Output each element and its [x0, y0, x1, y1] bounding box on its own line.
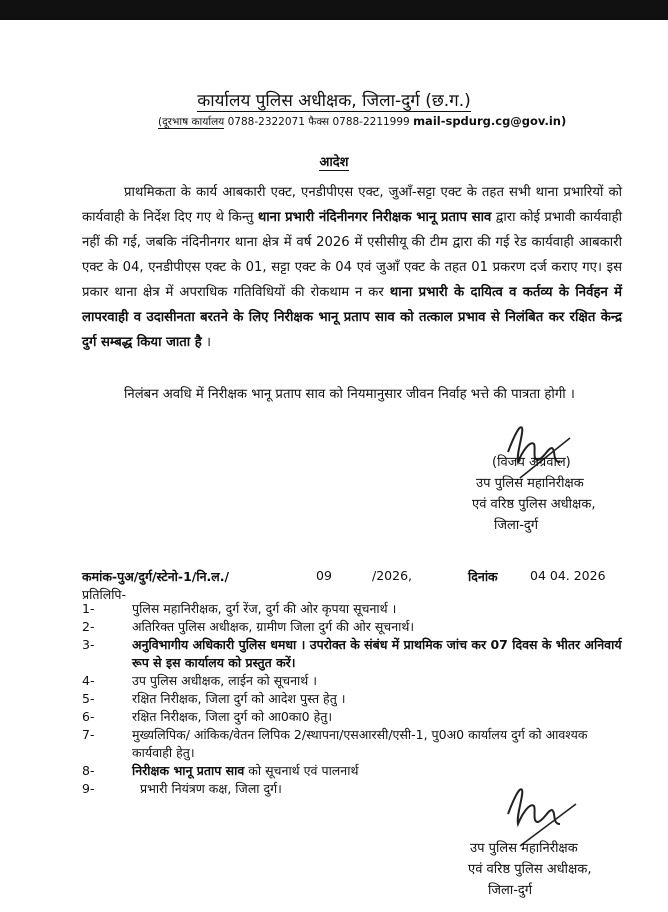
- office-title: कार्यालय पुलिस अधीक्षक, जिला-दुर्ग (छ.ग.): [197, 91, 471, 111]
- signatory-designation: उप पुलिस महानिरीक्षक: [476, 476, 584, 491]
- top-dark-strip: [0, 0, 668, 20]
- fax-number: 0788-2211999: [332, 116, 410, 128]
- signature-block-2: [470, 838, 640, 901]
- reference-number-label: कमांक-पुअ/दुर्ग/स्टेनो-1/नि.ल./: [82, 569, 230, 584]
- reference-year: /2026,: [372, 568, 412, 583]
- order-title: आदेश: [319, 155, 349, 170]
- signatory-district: जिला-दुर्ग: [488, 883, 533, 898]
- signatory-designation-2: एवं वरिष्ठ पुलिस अधीक्षक,: [472, 497, 596, 512]
- document-page: कार्यालय पुलिस अधीक्षक, जिला-दुर्ग (छ.ग.) (दूरभाष कार्यालय 0788-2322071 फैक्स 0788-2211999 mail-spdurg.cg@gov.in) आदेश प्राथमिकता के कार्य आबकारी एक्ट, एनडीपीएस एक्ट, जुआँ-सट्टा एक्ट के तहत सभी थाना प्रभारियों को कार्यवाही के निर्देश दिए गए थे किन्तु थाना प्रभारी नंदिनीनगर निरीक्षक भानू प्रताप साव द्वारा कोई प्रभावी कार्यवाही नहीं की गई, जबकि नंदिनीनगर थाना क्षेत्र में वर्ष 2026 में एसीसीयू की टीम द्वारा की गई रेड कार्यवाही आबकारी एक्ट के 04, एनडीपीएस एक्ट के 01, सट्टा एक्ट के 04 एवं जुआँ एक्ट के तहत 01 प्रकरण दर्ज कराए गए। इस प्रकार थाना क्षेत्र में अपराधिक गतिविधियों की रोकथाम न कर थाना प्रभारी के दायित्व व कर्तव्य के निर्वहन में लापरवाही व उदासीनता बरतने के लिए निरीक्षक भानू प्रताप साव को तत्काल प्रभाव से निलंबित कर रक्षित केन्द्र दुर्ग सम्बद्ध किया जाता है । निलंबन अवधि में निरीक्षक भानू प्रताप साव को नियमानुसार जीवन निर्वाह भत्ते की पात्रता होगी । (विजय अग्रवाल) उप पुलिस महानिरीक्षक एवं वरिष्ठ पुलिस अधीक्षक, जिला-दुर्ग कमांक-पुअ/दुर्ग/स्टेनो-1/नि.ल./ 09 /2026, दिनांक 04 04. 2026 प्रतिलिपि- 1- पुलिस महानिरीक्षक, दुर्ग रेंज, दुर्ग की ओर कृपया सूचनार्थ । 2- अतिरिक्त पुलिस अधीक्षक, ग्रामीण जिला दुर्ग की ओर सूचनार्थ। 3- अनुविभागीय अधिकारी पुलिस धमधा । उपरोक्त के संबंध में प्राथमिक जांच कर 07 दिवस के भीतर अनिवार्य रूप से इस कार्यालय को प्रस्तुत करें। 4- उप पुलिस अधीक्षक, लाईन को सूचनार्थ । 5- रक्षित निरीक्षक, जिला दुर्ग को आदेश पुस्त हेतु । 6- रक्षित निरीक्षक, जिला दुर्ग को आ0का0 हेतु। 7- मुख्यलिपिक/ आंकिक/वेतन लिपिक 2/स्थापना/एसआरसी/एसी-1, पु0अ0 कार्यालय दुर्ग को आवश्यक कार्यवाही हेतु। 8- निरीक्षक भानू प्रताप साव को सूचनार्थ एवं पालनार्थ 9- प्रभारी नियंत्रण कक्ष, जिला दुर्ग। उप पुलिस महानिरीक्षक एवं वरिष्ठ पुलिस अधीक्षक, जिला-दुर्ग: [0, 20, 668, 912]
- date-value: 04 04. 2026: [530, 568, 606, 583]
- phone-label: (दूरभाष कार्यालय: [158, 116, 225, 128]
- signatory-designation: उप पुलिस महानिरीक्षक: [470, 841, 578, 856]
- order-paragraph-2: निलंबन अवधि में निरीक्षक भानू प्रताप साव को नियमानुसार जीवन निर्वाह भत्ते की पात्रता होगी ।: [124, 387, 575, 402]
- mail-label: mail-: [413, 114, 446, 128]
- contact-line: [158, 114, 566, 129]
- signature-block-1: [472, 452, 646, 536]
- date-label: दिनांक: [468, 569, 498, 584]
- signatory-district: जिला-दुर्ग: [494, 518, 539, 533]
- signatory-designation-2: एवं वरिष्ठ पुलिस अधीक्षक,: [468, 862, 592, 877]
- copy-to-label: प्रतिलिपि-: [82, 587, 127, 602]
- phone-number: 0788-2322071: [227, 116, 305, 128]
- order-paragraph-1: प्राथमिकता के कार्य आबकारी एक्ट, एनडीपीएस एक्ट, जुआँ-सट्टा एक्ट के तहत सभी थाना प्रभारियों को कार्यवाही के निर्देश दिए गए थे किन्तु थाना प्रभारी नंदिनीनगर निरीक्षक भानू प्रताप साव द्वारा कोई प्रभावी कार्यवाही नहीं की गई, जबकि नंदिनीनगर थाना क्षेत्र में वर्ष 2026 में एसीसीयू की टीम द्वारा की गई रेड कार्यवाही आबकारी एक्ट के 04, एनडीपीएस एक्ट के 01, सट्टा एक्ट के 04 एवं जुआँ एक्ट के तहत 01 प्रकरण दर्ज कराए गए। इस प्रकार थाना क्षेत्र में अपराधिक गतिविधियों की रोकथाम न कर थाना प्रभारी के दायित्व व कर्तव्य के निर्वहन में लापरवाही व उदासीनता बरतने के लिए निरीक्षक भानू प्रताप साव को तत्काल प्रभाव से निलंबित कर रक्षित केन्द्र दुर्ग सम्बद्ध किया जाता है ।: [82, 185, 623, 350]
- mail-address: spdurg.cg@gov.in): [445, 114, 567, 128]
- fax-label: फैक्स: [308, 116, 330, 128]
- reference-number: 09: [316, 568, 332, 583]
- signatory-name: (विजय अग्रवाल): [492, 455, 571, 470]
